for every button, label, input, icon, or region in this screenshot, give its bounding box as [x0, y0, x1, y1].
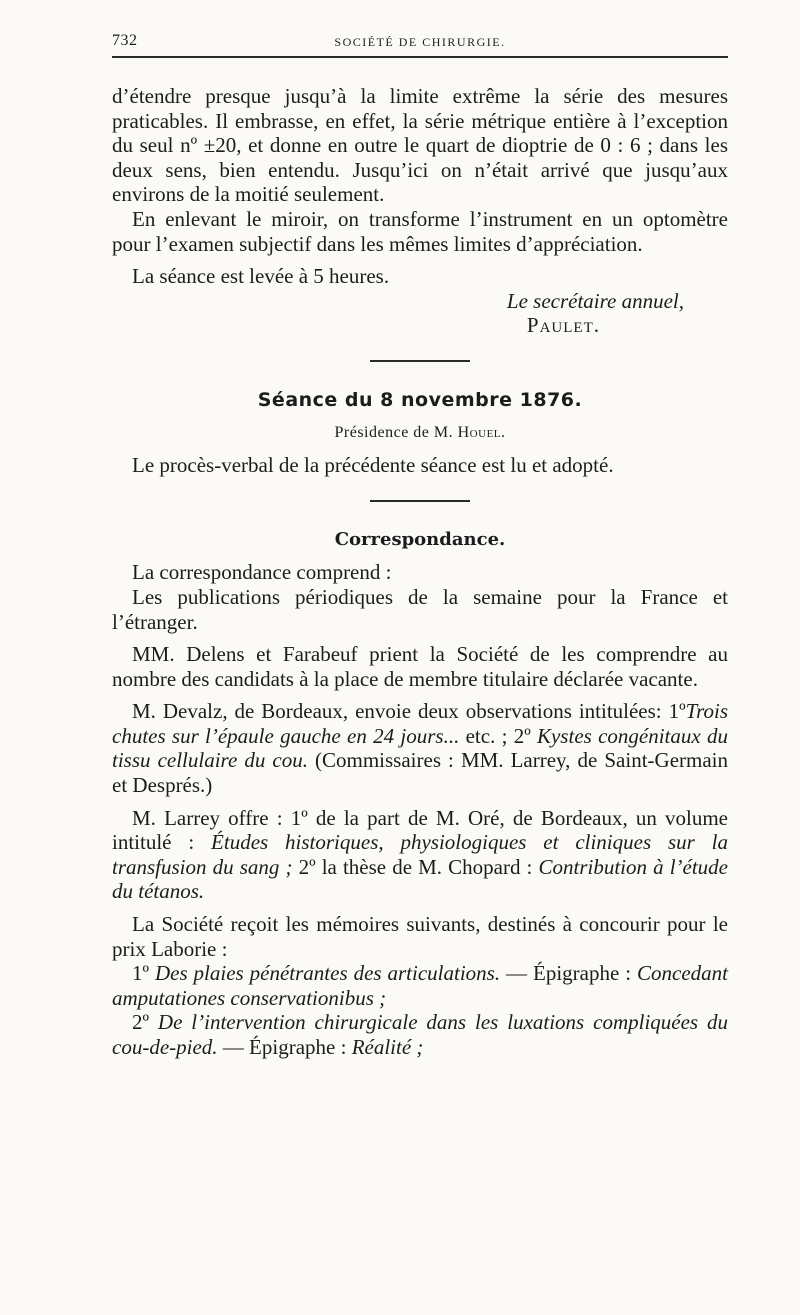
seance-title: Séance du 8 novembre 1876.: [257, 388, 583, 411]
signature-name-line: [112, 313, 728, 338]
devalz-title-1: Trois chutes sur l’épaule gauche en 24 jours...: [112, 699, 728, 748]
memoire-1-epigraphe: Concedant amputationes conservationibus ;: [112, 961, 728, 1010]
section-divider: [370, 360, 470, 362]
page-number: 732: [112, 32, 138, 49]
memoire-2-title: De l’intervention chirurgicale dans les luxations compliquées du cou-de-pied.: [112, 1010, 728, 1059]
larrey-title-2: Contribution à l’étude du tétanos.: [112, 854, 728, 904]
larrey-title-1: Études historiques, physiologiques et cliniques sur la transfusion du sang ;: [112, 830, 729, 879]
paragraph-optometer: d’étendre presque jusqu’à la limite extrême la série des mesures praticables. Il embrasse, en effet, la série métrique entière à l’exception du seul nº ±20, et donne en outre le quart de dioptrie de 0 : 6 ; dans les deux sens, bien entendu. Jusqu’ici on n’était arrivé que jusqu’aux environs de la moitié seulement.: [112, 84, 728, 207]
paragraph-prix-laborie: La Société reçoit les mémoires suivants, destinés à concourir pour le prix Laborie :: [112, 912, 728, 961]
memoire-2-num: 2º: [132, 1010, 158, 1035]
memoire-1-epigraphe-label: — Épigraphe :: [500, 961, 638, 986]
devalz-text-e: (Commissaires : MM. Larrey, de Saint-Germain et Després.): [112, 748, 728, 798]
memoire-1-num: 1º: [132, 961, 155, 986]
running-title: SOCIÉTÉ DE CHIRURGIE.: [334, 35, 506, 49]
section-divider-2: [370, 500, 470, 502]
larrey-text-a: M. Larrey offre : 1º de la part de M. Oré, de Bordeaux, un volume intitulé :: [112, 805, 728, 855]
signature-role-line: [112, 289, 728, 314]
paragraph-seance-levee: La séance est levée à 5 heures.: [132, 264, 390, 289]
signature-name: Paulet.: [526, 313, 600, 338]
page-body: [112, 84, 728, 1060]
memoire-2-epigraphe-label: — Épigraphe :: [217, 1035, 352, 1059]
paragraph-memoire-2: [112, 1010, 728, 1059]
memoire-2-epigraphe: Réalité ;: [351, 1035, 424, 1059]
devalz-text-a: M. Devalz, de Bordeaux, envoie deux observations intitulées: 1º: [132, 699, 686, 724]
correspondance-title: Correspondance.: [334, 528, 506, 550]
presidence-line: [112, 421, 728, 446]
page-header: [112, 30, 728, 58]
paragraph-devalz: [112, 699, 728, 797]
presidence-label: Présidence de M.: [334, 423, 454, 441]
paragraph-delens-farabeuf: MM. Delens et Farabeuf prient la Société de les comprendre au nombre des candidats à la place de membre titulaire déclarée vacante.: [112, 642, 728, 691]
paragraph-correspondance-intro: La correspondance comprend :: [132, 560, 392, 585]
paragraph-larrey: [112, 806, 728, 904]
devalz-text-c: etc. ; 2º: [459, 723, 537, 748]
paragraph-mirror: En enlevant le miroir, on transforme l’instrument en un optomètre pour l’examen subjectif dans les mêmes limites d’appréciation.: [112, 206, 728, 256]
larrey-text-c: 2º la thèse de M. Chopard :: [292, 854, 539, 879]
paragraph-proces-verbal: Le procès-verbal de la précédente séance est lu et adopté.: [132, 453, 614, 478]
devalz-title-2: Kystes congénitaux du tissu cellulaire du cou.: [112, 723, 728, 773]
paragraph-publications: Les publications périodiques de la semaine pour la France et l’étranger.: [112, 584, 728, 634]
signature-role: Le secrétaire annuel,: [506, 288, 684, 313]
presidence-name: Houel.: [457, 423, 506, 441]
paragraph-memoire-1: [112, 961, 728, 1010]
memoire-1-title: Des plaies pénétrantes des articulations.: [154, 961, 501, 986]
